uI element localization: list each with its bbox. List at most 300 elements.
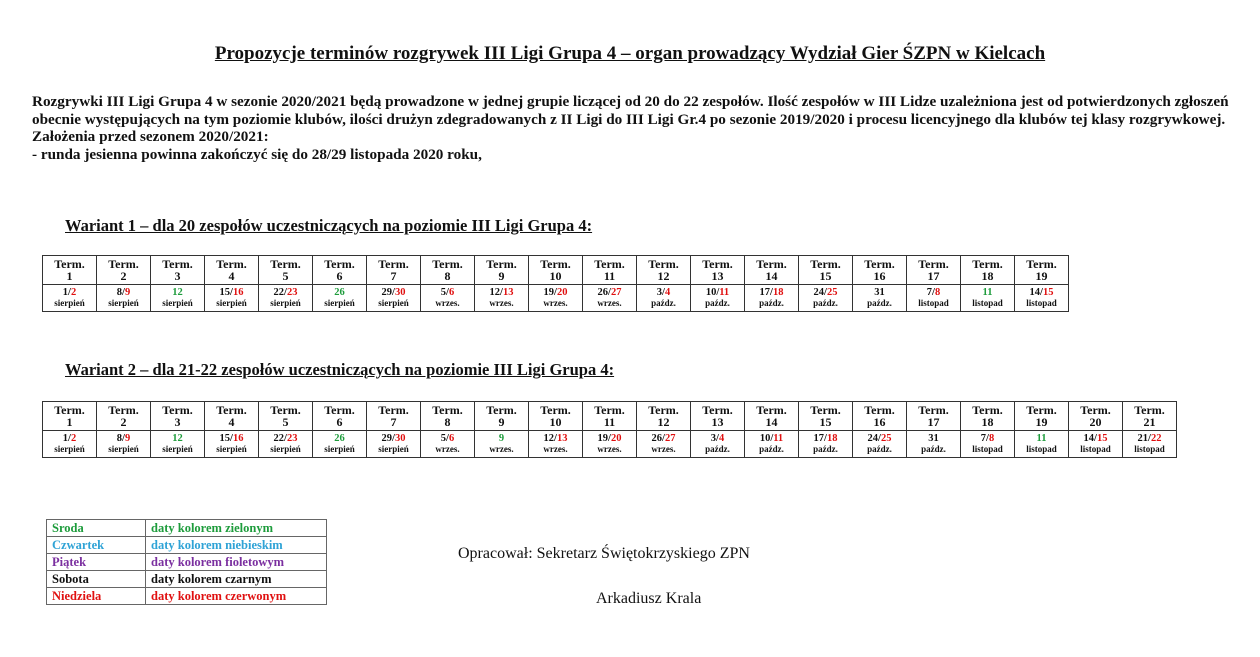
term-number: 11 (603, 269, 616, 283)
saturday-date: 14 (1083, 432, 1095, 444)
term-number: 2 (120, 269, 127, 283)
legend-description: daty kolorem fioletowym (146, 554, 327, 571)
term-days: 19/20 (597, 432, 622, 444)
sunday-date: 23 (286, 286, 298, 298)
term-date-cell (961, 431, 1015, 458)
term-label: Term. (918, 402, 949, 417)
term-month: listopad (1080, 444, 1111, 454)
saturday-date: 31 (928, 432, 939, 444)
saturday-date: 21 (1137, 432, 1149, 444)
term-date-cell (907, 285, 961, 312)
term-dates-row (43, 285, 1069, 312)
term-header-cell (43, 402, 97, 431)
sunday-date: 30 (394, 432, 406, 444)
term-number: 21 (1143, 415, 1156, 429)
term-number: 11 (603, 415, 616, 429)
term-header-cell (205, 256, 259, 285)
sunday-date: 18 (826, 432, 838, 444)
term-date-cell (421, 285, 475, 312)
term-header-row (43, 256, 1069, 285)
legend-day: Niedziela (47, 588, 146, 605)
term-header-cell (475, 256, 529, 285)
term-label: Term. (270, 256, 301, 271)
sunday-date: 30 (394, 286, 406, 298)
term-number: 13 (711, 415, 724, 429)
saturday-date: 24 (813, 286, 825, 298)
saturday-date: 22 (273, 286, 285, 298)
term-days: 29/30 (381, 432, 406, 444)
term-header-cell (907, 256, 961, 285)
term-number: 18 (981, 269, 994, 283)
variant-2-title: Wariant 2 – dla 21-22 zespołów uczestniczących na poziomie III Ligi Grupa 4: (65, 360, 615, 379)
term-date-cell (259, 285, 313, 312)
term-label: Term. (216, 402, 247, 417)
term-month: paźdz. (759, 444, 784, 454)
sunday-date: 6 (448, 286, 455, 298)
term-label: Term. (108, 256, 139, 271)
term-month: wrzes. (597, 444, 622, 454)
sunday-date: 9 (124, 286, 131, 298)
term-month: sierpień (162, 444, 193, 454)
term-days: 8/9 (116, 432, 131, 444)
term-days: 17/18 (813, 432, 838, 444)
term-number: 5 (282, 415, 289, 429)
sunday-date: 15 (1096, 432, 1108, 444)
term-date-cell (1015, 285, 1069, 312)
term-header-cell (961, 256, 1015, 285)
term-days: 15/16 (219, 286, 244, 298)
term-header-cell (151, 402, 205, 431)
term-number: 17 (927, 269, 940, 283)
term-month: paźdz. (921, 444, 946, 454)
term-days (1037, 433, 1047, 444)
term-header-cell (529, 256, 583, 285)
term-header-cell (799, 402, 853, 431)
variant-1-schedule-table (42, 255, 1069, 312)
legend-row (47, 571, 327, 588)
term-label: Term. (756, 402, 787, 417)
term-number: 19 (1035, 269, 1048, 283)
term-date-cell (43, 431, 97, 458)
legend-description: daty kolorem czarnym (146, 571, 327, 588)
term-header-cell (205, 402, 259, 431)
term-number: 4 (228, 415, 235, 429)
term-date-cell (1015, 431, 1069, 458)
term-days: 15/16 (219, 432, 244, 444)
term-number: 17 (927, 415, 940, 429)
term-days: 1/2 (62, 286, 77, 298)
term-date-cell (961, 285, 1015, 312)
term-date-cell (367, 285, 421, 312)
sunday-date: 16 (232, 286, 244, 298)
term-header-cell (259, 402, 313, 431)
intro-text (32, 93, 1257, 163)
term-days: 17/18 (759, 286, 784, 298)
term-header-cell (313, 256, 367, 285)
sunday-date: 20 (610, 432, 622, 444)
term-number: 9 (498, 269, 505, 283)
term-label: Term. (648, 256, 679, 271)
midweek-date: 26 (334, 286, 345, 298)
term-dates-row (43, 431, 1177, 458)
term-date-cell (475, 285, 529, 312)
saturday-date: 8 (116, 286, 123, 298)
term-label: Term. (1134, 402, 1165, 417)
saturday-date: 7 (926, 286, 933, 298)
term-header-cell (421, 402, 475, 431)
term-month: paźdz. (867, 298, 892, 308)
term-date-cell (205, 285, 259, 312)
saturday-date: 12 (489, 286, 501, 298)
prepared-by: Opracował: Sekretarz Świętokrzyskiego ZPN (458, 545, 750, 562)
term-label: Term. (972, 402, 1003, 417)
term-header-cell (1015, 256, 1069, 285)
term-date-cell (637, 431, 691, 458)
sunday-date: 6 (448, 432, 455, 444)
term-label: Term. (918, 256, 949, 271)
term-date-cell (1069, 431, 1123, 458)
saturday-date: 17 (813, 432, 825, 444)
term-header-cell (637, 402, 691, 431)
saturday-date: 8 (116, 432, 123, 444)
term-date-cell (313, 285, 367, 312)
term-month: wrzes. (489, 444, 514, 454)
term-date-cell (1123, 431, 1177, 458)
term-date-cell (529, 285, 583, 312)
term-month: paźdz. (867, 444, 892, 454)
term-header-cell (637, 256, 691, 285)
saturday-date: 3 (710, 432, 717, 444)
term-label: Term. (810, 402, 841, 417)
term-date-cell (151, 285, 205, 312)
sunday-date: 20 (556, 286, 568, 298)
term-date-cell (853, 285, 907, 312)
term-days: 12/13 (489, 286, 514, 298)
term-date-cell (583, 285, 637, 312)
term-date-cell (907, 431, 961, 458)
saturday-date: 19 (597, 432, 609, 444)
term-days: 24/25 (867, 432, 892, 444)
term-number: 2 (120, 415, 127, 429)
legend-row (47, 554, 327, 571)
term-number: 18 (981, 415, 994, 429)
sunday-date: 13 (502, 286, 514, 298)
saturday-date: 10 (705, 286, 717, 298)
term-month: sierpień (108, 298, 139, 308)
term-month: wrzes. (435, 298, 460, 308)
term-date-cell (313, 431, 367, 458)
term-days: 26/27 (597, 286, 622, 298)
term-days: 19/20 (543, 286, 568, 298)
term-days (334, 433, 345, 444)
variant-2-schedule-table (42, 401, 1177, 458)
term-label: Term. (540, 402, 571, 417)
term-days (983, 287, 993, 298)
term-month: sierpień (324, 444, 355, 454)
term-days: 5/6 (440, 432, 455, 444)
term-number: 6 (336, 415, 343, 429)
term-label: Term. (324, 256, 355, 271)
term-number: 4 (228, 269, 235, 283)
midweek-date: 11 (1036, 432, 1047, 444)
sunday-date: 4 (718, 432, 725, 444)
term-header-cell (313, 402, 367, 431)
term-number: 19 (1035, 415, 1048, 429)
term-label: Term. (864, 402, 895, 417)
term-month: sierpień (54, 298, 85, 308)
term-number: 16 (873, 415, 886, 429)
term-date-cell (475, 431, 529, 458)
term-number: 16 (873, 269, 886, 283)
term-label: Term. (972, 256, 1003, 271)
term-days: 3/4 (656, 286, 671, 298)
term-month: paźdz. (813, 298, 838, 308)
sunday-date: 9 (124, 432, 131, 444)
term-number: 10 (549, 269, 562, 283)
term-days: 29/30 (381, 286, 406, 298)
term-label: Term. (162, 402, 193, 417)
saturday-date: 5 (440, 432, 447, 444)
term-date-cell (259, 431, 313, 458)
term-number: 14 (765, 269, 778, 283)
term-days: 8/9 (116, 286, 131, 298)
saturday-date: 3 (656, 286, 663, 298)
midweek-date: 12 (172, 286, 183, 298)
term-header-cell (907, 402, 961, 431)
term-label: Term. (486, 402, 517, 417)
term-label: Term. (810, 256, 841, 271)
legend-description: daty kolorem niebieskim (146, 537, 327, 554)
term-number: 3 (174, 415, 181, 429)
term-number: 1 (66, 415, 73, 429)
term-number: 1 (66, 269, 73, 283)
term-date-cell (745, 285, 799, 312)
saturday-date: 7 (980, 432, 987, 444)
term-month: sierpień (378, 444, 409, 454)
term-month: wrzes. (435, 444, 460, 454)
term-month: sierpień (378, 298, 409, 308)
term-days (172, 287, 183, 298)
term-header-cell (853, 256, 907, 285)
term-label: Term. (54, 256, 85, 271)
term-date-cell (799, 431, 853, 458)
term-header-cell (1069, 402, 1123, 431)
term-label: Term. (270, 402, 301, 417)
term-date-cell (637, 285, 691, 312)
term-header-cell (1015, 402, 1069, 431)
term-days: 5/6 (440, 286, 455, 298)
term-date-cell (529, 431, 583, 458)
term-number: 10 (549, 415, 562, 429)
term-label: Term. (1080, 402, 1111, 417)
term-header-cell (583, 402, 637, 431)
term-month: listopad (918, 298, 949, 308)
term-number: 14 (765, 415, 778, 429)
sunday-date: 11 (719, 286, 730, 298)
sunday-date: 22 (1150, 432, 1162, 444)
saturday-date: 19 (543, 286, 555, 298)
term-number: 9 (498, 415, 505, 429)
term-header-cell (961, 402, 1015, 431)
saturday-date: 12 (543, 432, 555, 444)
sunday-date: 2 (70, 432, 77, 444)
term-number: 12 (657, 415, 670, 429)
saturday-date: 29 (381, 286, 393, 298)
term-header-cell (97, 402, 151, 431)
term-number: 20 (1089, 415, 1102, 429)
sunday-date: 11 (773, 432, 784, 444)
term-header-cell (529, 402, 583, 431)
term-days (334, 287, 345, 298)
term-header-cell (745, 256, 799, 285)
term-month: paźdz. (759, 298, 784, 308)
term-days: 22/23 (273, 432, 298, 444)
sunday-date: 4 (664, 286, 671, 298)
term-days: 24/25 (813, 286, 838, 298)
term-date-cell (583, 431, 637, 458)
legend-day: Sobota (47, 571, 146, 588)
term-days: 7/8 (980, 432, 995, 444)
sunday-date: 23 (286, 432, 298, 444)
sunday-date: 27 (610, 286, 622, 298)
term-label: Term. (432, 402, 463, 417)
term-month: paźdz. (651, 298, 676, 308)
intro-paragraph: Rozgrywki III Ligi Grupa 4 w sezonie 2020/2021 będą prowadzone w jednej grupie liczącej od 20 do 22 zespołów. Ilość zespołów w III Lidze uzależniona jest od potwierdzonych zgłoszeń obecnie występujących na tym poziomie klubów, ilości drużyn zdegradowanych z II Ligi do III Ligi Gr.4 po sezonie 2019/2020 i procesu licencyjnego dla klubów tej klasy rozgrywkowej. (32, 93, 1229, 128)
term-label: Term. (594, 402, 625, 417)
midweek-date: 26 (334, 432, 345, 444)
saturday-date: 24 (867, 432, 879, 444)
term-month: sierpień (270, 298, 301, 308)
term-date-cell (745, 431, 799, 458)
term-label: Term. (594, 256, 625, 271)
term-days: 22/23 (273, 286, 298, 298)
term-label: Term. (702, 402, 733, 417)
term-month: paźdz. (705, 444, 730, 454)
midweek-date: 12 (172, 432, 183, 444)
term-date-cell (97, 431, 151, 458)
term-number: 3 (174, 269, 181, 283)
term-days: 1/2 (62, 432, 77, 444)
legend-description: daty kolorem zielonym (146, 520, 327, 537)
term-number: 15 (819, 269, 832, 283)
term-number: 5 (282, 269, 289, 283)
term-label: Term. (378, 256, 409, 271)
term-date-cell (421, 431, 475, 458)
sunday-date: 8 (934, 286, 941, 298)
saturday-date: 15 (219, 432, 231, 444)
color-legend (46, 519, 327, 605)
term-date-cell (43, 285, 97, 312)
term-days: 10/11 (759, 432, 784, 444)
saturday-date: 26 (597, 286, 609, 298)
term-header-cell (1123, 402, 1177, 431)
assumptions-heading: Założenia przed sezonem 2020/2021: (32, 128, 269, 145)
term-header-cell (151, 256, 205, 285)
saturday-date: 31 (874, 286, 885, 298)
term-days: 14/15 (1029, 286, 1054, 298)
term-month: listopad (972, 444, 1003, 454)
term-month: wrzes. (543, 444, 568, 454)
term-days: 7/8 (926, 286, 941, 298)
term-header-cell (583, 256, 637, 285)
term-number: 7 (390, 269, 397, 283)
term-header-cell (691, 402, 745, 431)
term-month: sierpień (216, 298, 247, 308)
saturday-date: 1 (62, 432, 69, 444)
term-month: listopad (1134, 444, 1165, 454)
term-month: wrzes. (489, 298, 514, 308)
term-month: listopad (972, 298, 1003, 308)
term-days (928, 433, 939, 444)
term-month: wrzes. (543, 298, 568, 308)
term-label: Term. (864, 256, 895, 271)
term-days: 12/13 (543, 432, 568, 444)
term-number: 12 (657, 269, 670, 283)
term-label: Term. (486, 256, 517, 271)
sunday-date: 13 (556, 432, 568, 444)
term-label: Term. (54, 402, 85, 417)
term-label: Term. (1026, 402, 1057, 417)
term-days: 10/11 (705, 286, 730, 298)
term-month: sierpień (54, 444, 85, 454)
term-number: 15 (819, 415, 832, 429)
page-title: Propozycje terminów rozgrywek III Ligi Grupa 4 – organ prowadzący Wydział Gier ŚZPN w Kielcach (214, 43, 1046, 64)
term-month: paźdz. (813, 444, 838, 454)
term-label: Term. (216, 256, 247, 271)
saturday-date: 22 (273, 432, 285, 444)
term-header-cell (745, 402, 799, 431)
term-header-cell (43, 256, 97, 285)
saturday-date: 29 (381, 432, 393, 444)
saturday-date: 15 (219, 286, 231, 298)
term-header-cell (367, 256, 421, 285)
term-number: 13 (711, 269, 724, 283)
assumption-item: - runda jesienna powinna zakończyć się do 28/29 listopada 2020 roku, (32, 145, 482, 163)
term-month: sierpień (324, 298, 355, 308)
sunday-date: 25 (880, 432, 892, 444)
term-month: wrzes. (651, 444, 676, 454)
term-label: Term. (162, 256, 193, 271)
midweek-date: 11 (982, 286, 993, 298)
term-number: 8 (444, 269, 451, 283)
term-date-cell (205, 431, 259, 458)
term-header-cell (691, 256, 745, 285)
term-month: listopad (1026, 444, 1057, 454)
term-days: 14/15 (1083, 432, 1108, 444)
term-number: 6 (336, 269, 343, 283)
variant-1-title: Wariant 1 – dla 20 zespołów uczestniczących na poziomie III Ligi Grupa 4: (65, 216, 593, 235)
term-days (874, 287, 885, 298)
term-label: Term. (648, 402, 679, 417)
term-header-cell (799, 256, 853, 285)
term-month: sierpień (270, 444, 301, 454)
sunday-date: 18 (772, 286, 784, 298)
author-name: Arkadiusz Krala (596, 590, 702, 607)
term-month: sierpień (162, 298, 193, 308)
term-label: Term. (324, 402, 355, 417)
sunday-date: 15 (1042, 286, 1054, 298)
term-header-cell (421, 256, 475, 285)
legend-row (47, 588, 327, 605)
term-date-cell (367, 431, 421, 458)
term-label: Term. (108, 402, 139, 417)
term-days (499, 433, 504, 444)
term-header-row (43, 402, 1177, 431)
term-label: Term. (702, 256, 733, 271)
term-month: sierpień (216, 444, 247, 454)
term-header-cell (853, 402, 907, 431)
term-label: Term. (540, 256, 571, 271)
